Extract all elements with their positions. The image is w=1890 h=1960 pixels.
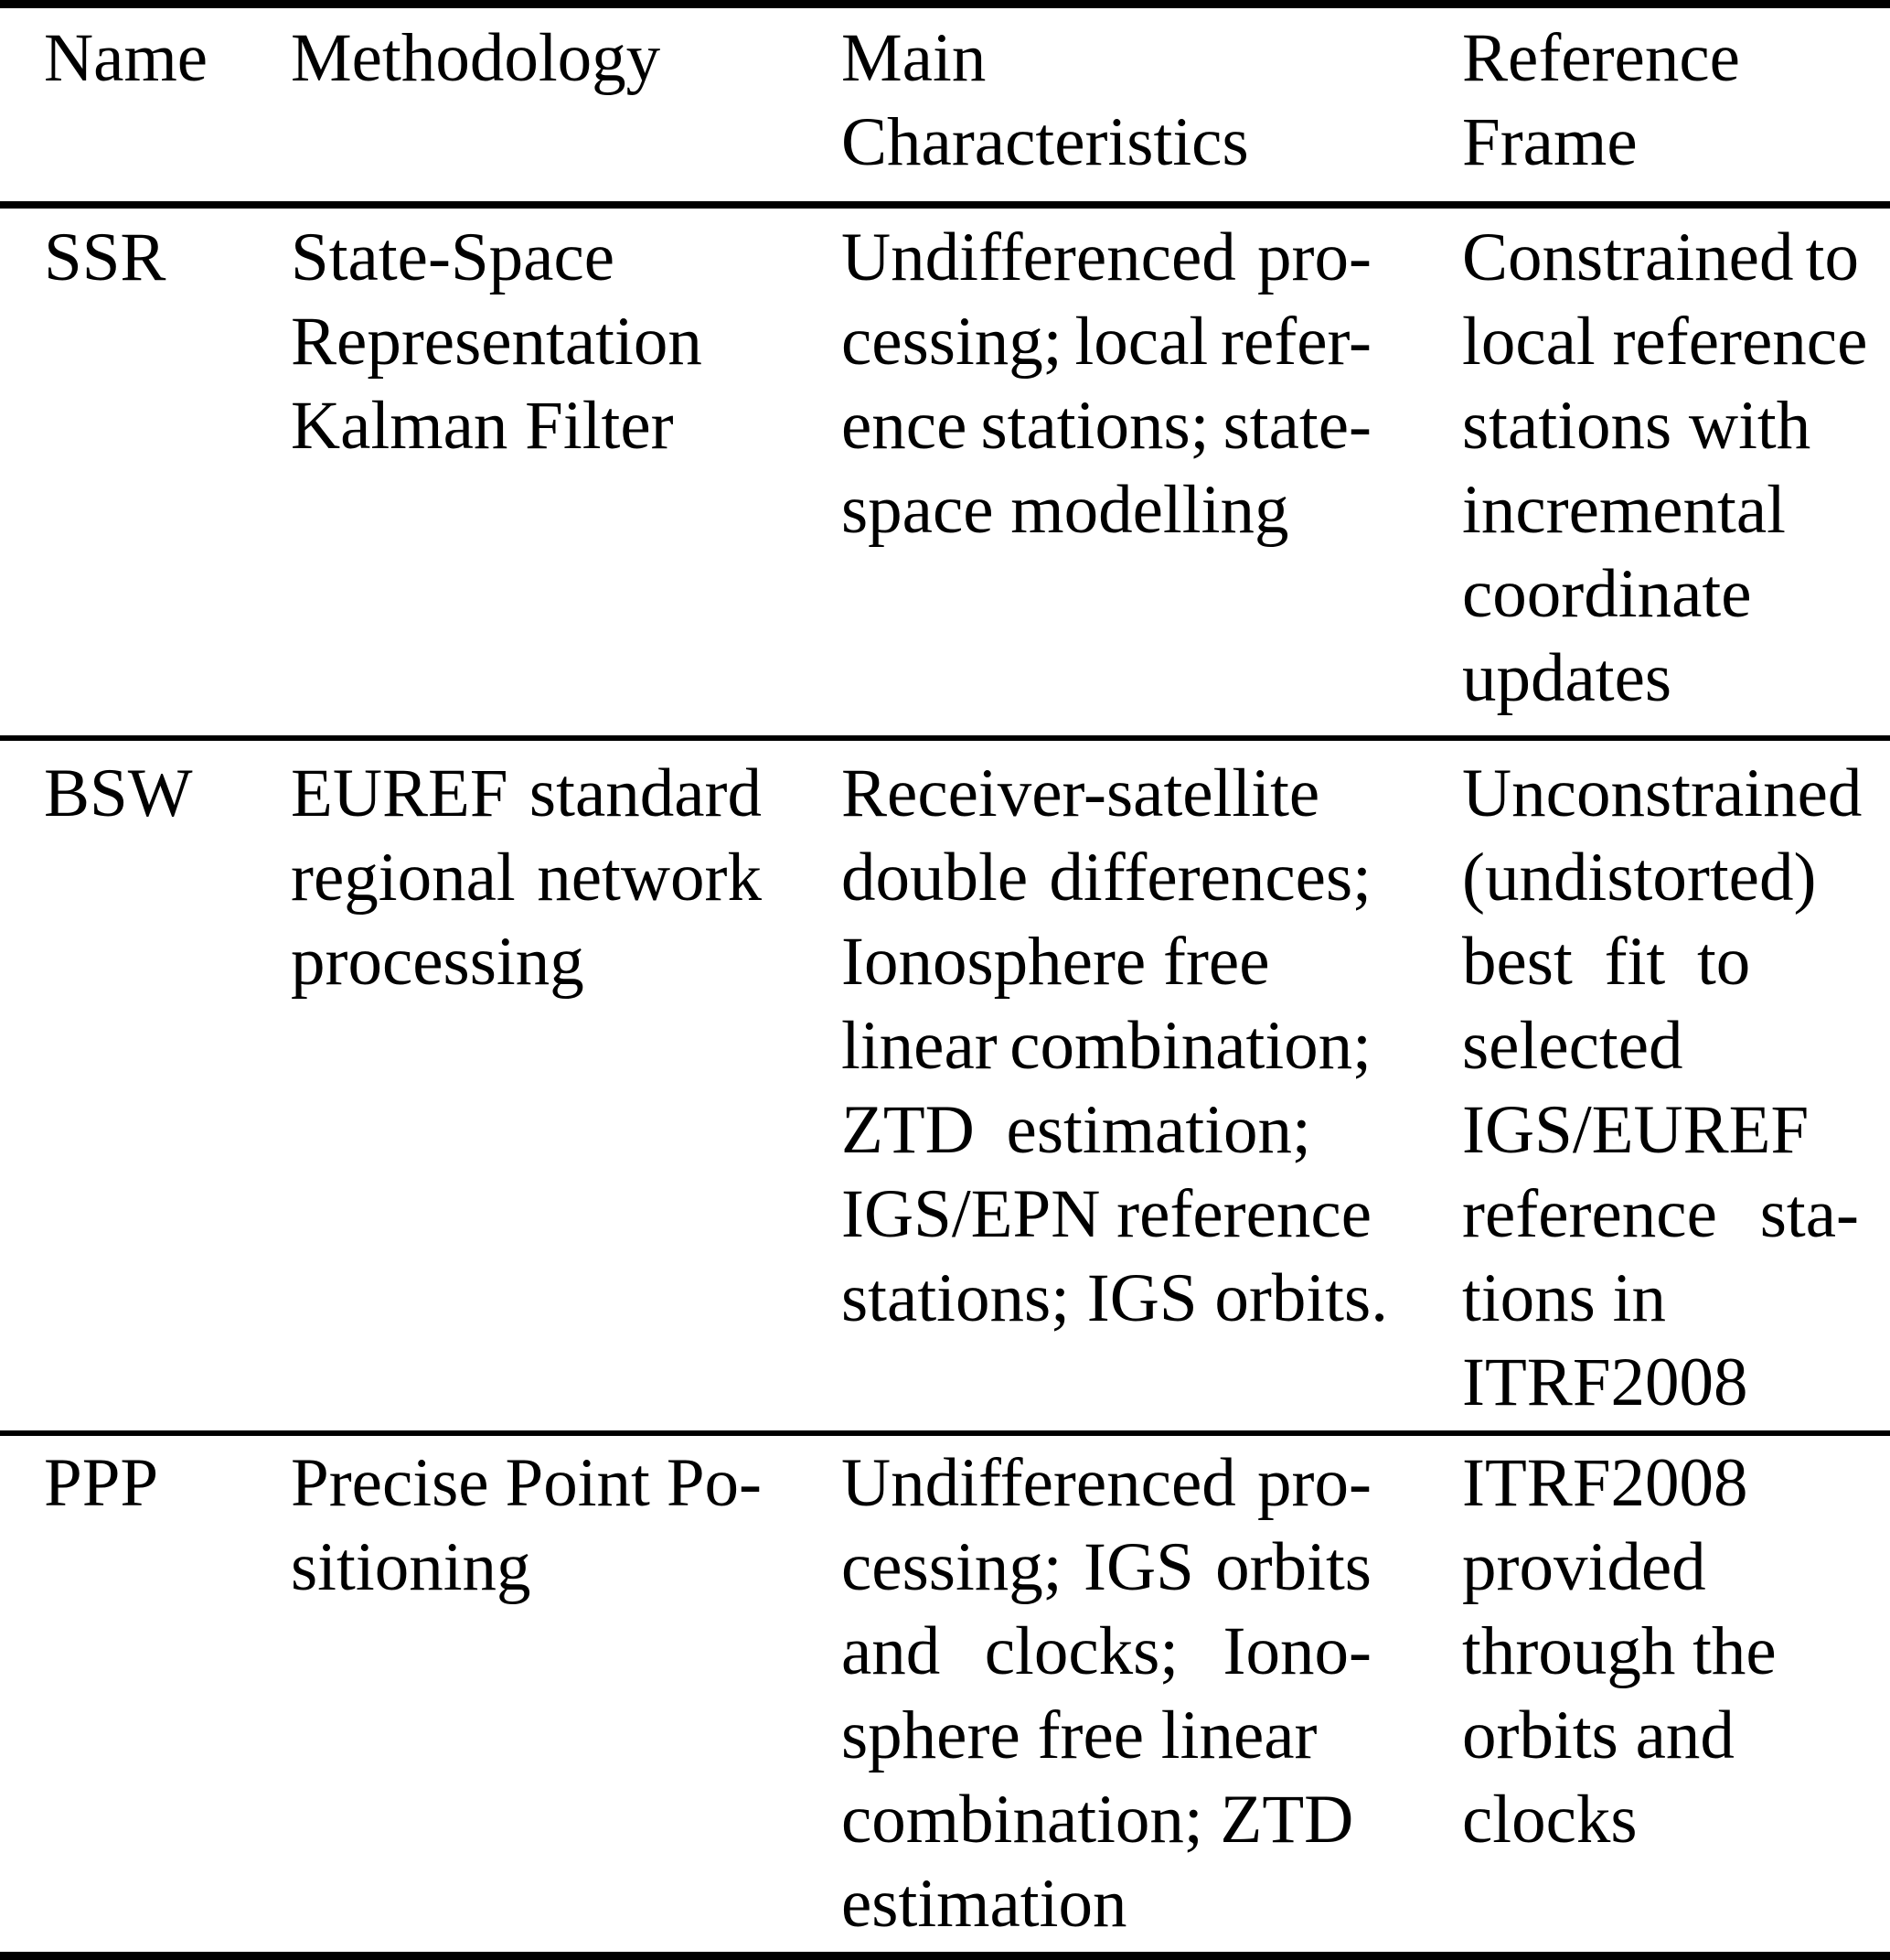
header-cell-characteristics [841,16,1462,185]
column-header-frame-line2: Frame [1462,104,1638,180]
column-header-methodology: Methodology [291,20,661,96]
header-cell-frame [1462,16,1890,185]
top-rule [0,0,1890,8]
cell-bsw-frame [1462,752,1890,1425]
cell-line: processing [291,924,584,1000]
cell-line: Undifferenced pro- [841,220,1372,295]
cell-ssr-name [0,216,291,300]
cell-line: regional network [291,840,762,916]
table-row-ppp [0,1436,1890,1952]
cell-line: (undistorted) [1462,840,1817,916]
cell-ssr-methodology [291,216,841,468]
cell-line: ence stations; state- [841,388,1372,464]
cell-ppp-methodology [291,1441,841,1610]
cell-line: double differences; [841,840,1372,916]
cell-line: clocks [1462,1782,1638,1858]
cell-line: stations; IGS orbits. [841,1260,1388,1336]
header-row [0,8,1890,201]
header-separator-rule [0,201,1890,209]
cell-line: ITRF2008 [1462,1344,1748,1420]
column-header-name: Name [44,20,208,96]
cell-line: Kalman Filter [291,388,674,464]
header-cell-methodology [291,16,841,101]
cell-line: updates [1462,640,1672,716]
cell-line: local reference [1462,304,1868,380]
cell-ssr-frame [1462,216,1890,721]
cell-ppp-frame [1462,1441,1890,1862]
bottom-rule [0,1952,1890,1960]
cell-line: incremental [1462,472,1786,548]
cell-line: estimation [841,1866,1127,1942]
cell-line: stations with [1462,388,1811,464]
cell-line: sphere free linear [841,1698,1318,1773]
row-name-label: SSR [44,220,166,295]
cell-line: combination; ZTD [841,1782,1354,1858]
cell-line: ZTD estimation; [841,1092,1311,1168]
cell-line: linear combination; [841,1008,1372,1084]
cell-bsw-methodology [291,752,841,1004]
cell-line: IGS/EPN reference [841,1176,1372,1252]
cell-ssr-characteristics [841,216,1462,552]
cell-line: cessing; IGS orbits [841,1529,1372,1605]
cell-line: Unconstrained [1462,755,1863,831]
cell-line: and clocks; Iono- [841,1613,1372,1689]
cell-line: best fit to [1462,924,1751,1000]
cell-line: Constrained to [1462,220,1859,295]
column-header-frame-line1: Reference [1462,20,1740,96]
cell-line: reference sta- [1462,1176,1859,1252]
cell-line: Undifferenced pro- [841,1445,1372,1521]
cell-line: ITRF2008 [1462,1445,1748,1521]
cell-line: tions in [1462,1260,1666,1336]
cell-line: coordinate [1462,556,1752,632]
cell-bsw-name [0,752,291,836]
cell-line: sitioning [291,1529,531,1605]
row-name-label: PPP [44,1445,159,1521]
table-row-ssr [0,209,1890,735]
cell-line: cessing; local refer- [841,304,1372,380]
cell-line: EUREF standard [291,755,762,831]
table-row-bsw [0,741,1890,1430]
cell-line: IGS/EUREF [1462,1092,1810,1168]
cell-line: provided [1462,1529,1706,1605]
cell-ppp-characteristics [841,1441,1462,1946]
cell-line: through the [1462,1613,1777,1689]
cell-bsw-characteristics [841,752,1462,1341]
cell-line: selected [1462,1008,1683,1084]
cell-line: space modelling [841,472,1289,548]
cell-ppp-name [0,1441,291,1526]
cell-line: orbits and [1462,1698,1735,1773]
cell-line: Precise Point Po- [291,1445,762,1521]
row-name-label: BSW [44,755,193,831]
column-header-characteristics-line2: Characteristics [841,104,1249,180]
cell-line: Receiver-satellite [841,755,1320,831]
cell-line: Ionosphere free [841,924,1270,1000]
cell-line: Representation [291,304,702,380]
column-header-characteristics-line1: Main [841,20,987,96]
cell-line: State-Space [291,220,615,295]
header-cell-name [0,16,291,101]
